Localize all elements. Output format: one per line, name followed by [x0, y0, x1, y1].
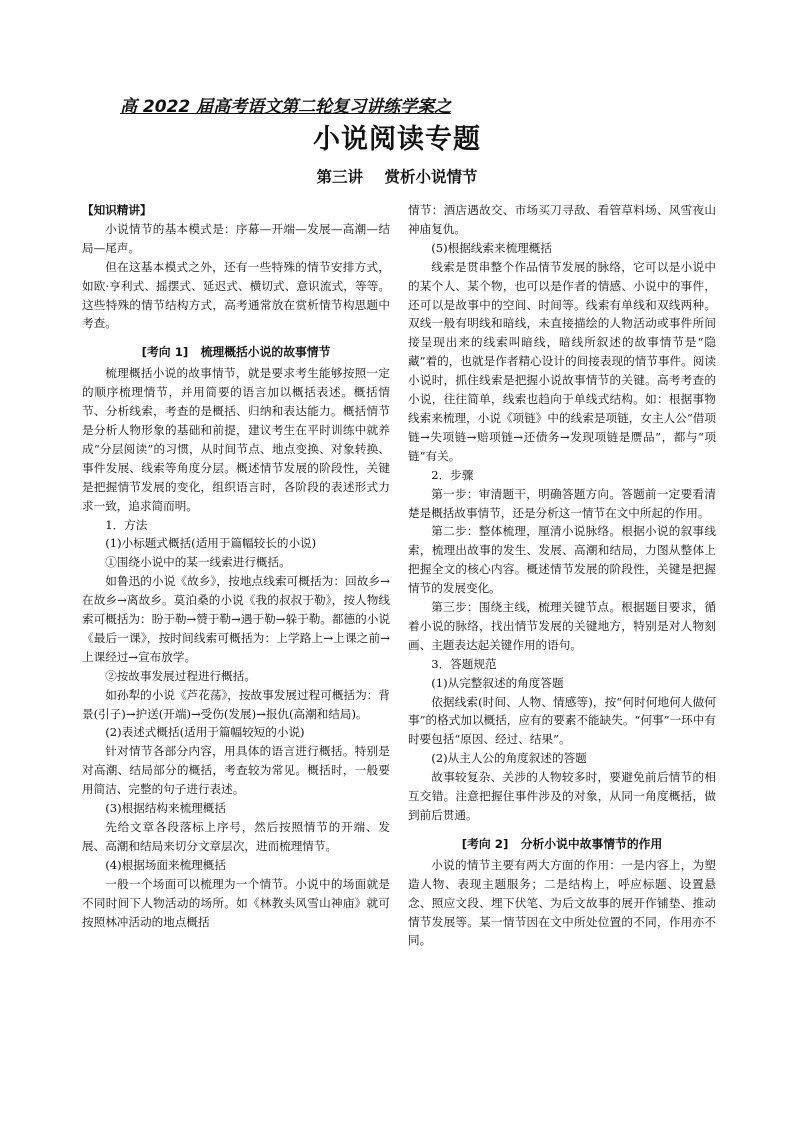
- paragraph: 一般一个场面可以梳理为一个情节。小说中的场面就是不同时间下人物活动的场所。如《林教头风雪山神庙》就可按照林冲活动的地点概括: [82, 876, 390, 929]
- method-item: (1)小标题式概括(适用于篇幅较长的小说): [105, 536, 317, 551]
- method-item: (2)表述式概括(适用于篇幅较短的小说): [105, 725, 305, 740]
- main-title: 小说阅读专题: [313, 124, 481, 155]
- lecture-title: 第三讲 赏析小说情节: [316, 167, 478, 186]
- paragraph: 梳理概括小说的故事情节，就是要求考生能够按照一定的顺序梳理情节，并用简要的语言加以概括表述。概括情节、分析线索，考查的是概括、归纳和表达能力。概括情节是分析人物形象的基础和前提，建议考生在平时训练中就养成“分层阅读”的习惯，从时间节点、地点变换、对象转换、事件发展、线索等角度分层。概述情节发展的阶段性，关键是把握情节发展的变化，组织语言时，各阶段的表述形式力求一致，追求简而明。: [82, 366, 390, 513]
- method-subitem: ①围绕小说中的某一线索进行概括。: [105, 555, 291, 570]
- paragraph: 但在这基本模式之外，还有一些特殊的情节安排方式，如欧·亨利式、摇摆式、延迟式、横切式、意识流式，等等。这些特殊的情节结构方式，高考通常放在赏析情节构思题中考查。: [82, 259, 390, 331]
- section-heading-kaoxiang-2: [考向 2] 分析小说中故事情节的作用: [461, 836, 663, 851]
- paragraph: 针对情节各部分内容，用具体的语言进行概括。特别是对高潮、结局部分的概括，考查较为常见。概括时，一般要用简洁、完整的句子进行表述。: [82, 744, 390, 797]
- method-item: (2)从主人公的角度叙述的答题: [431, 751, 587, 766]
- paragraph-continued: 情节：酒店遇故交、市场买刀寻敌、看管草料场、风雪夜山神庙复仇。: [408, 203, 716, 236]
- step-paragraph: 第二步：整体梳理，厘清小说脉络。根据小说的叙事线索，梳理出故事的发生、发展、高潮和结局，力图从整体上把握全文的核心内容。概述情节发展的阶段性，关键是把握情节的发展变化。: [408, 524, 716, 596]
- step-paragraph: 第一步：审清题干，明确答题方向。答题前一定要看清楚是概括故事情节，还是分析这一情节在文中所起的作用。: [408, 486, 716, 520]
- step-paragraph: 第三步：围绕主线，梳理关键节点。根据题目要求，循着小说的脉络，找出情节发展的关键地方，特别是对人物刻画、主题表达起关键作用的语句。: [408, 600, 716, 652]
- knowledge-heading: 【知识精讲】: [82, 203, 152, 217]
- paragraph: 先给文章各段落标上序号，然后按照情节的开端、发展、高潮和结局来切分文章层次，进而梳理情节。: [82, 820, 390, 853]
- right-column: [408, 201, 716, 950]
- method-heading: 1．方法: [105, 517, 148, 532]
- method-item: (5)根据线索来梳理概括: [431, 240, 552, 255]
- paragraph: 小说情节的基本模式是：序幕—开端—发展—高潮—结局—尾声。: [82, 221, 390, 255]
- section-heading-kaoxiang-1: [考向 1] 梳理概括小说的故事情节: [141, 345, 331, 360]
- series-title: 高 2022 届高考语文第二轮复习讲练学案之: [120, 97, 452, 117]
- paragraph: 依据线索(时间、人物、情感等)，按“何时何地何人做何事”的格式加以概括，应有的要素不能缺失。“何事”一环中有时要包括“原因、经过、结果”。: [408, 694, 716, 747]
- answer-norms-heading: 3．答题规范: [431, 656, 497, 671]
- paragraph: 小说的情节主要有两大方面的作用：一是内容上，为塑造人物、表现主题服务；二是结构上，呼应标题、设置悬念、照应文段、埋下伏笔、为后文故事的展开作铺垫、推动情节发展等。某一情节因在文中所处位置的不同，作用亦不同。: [408, 857, 716, 948]
- paragraph: 线索是贯串整个作品情节发展的脉络，它可以是小说中的某个人、某个物，也可以是作者的情感、小说中的事件，还可以是故事中的空间、时间等。线索有单线和双线两种。双线一般有明线和暗线，未直接描绘的人物活动或事件所间接呈现出来的线索叫暗线，暗线所叙述的故事情节是“隐藏”着的，也就是作者精心设计的间接表现的情节事件。阅读小说时，抓住线索是把握小说故事情节的关键。高考考查的小说，往往简单，线索也趋向于单线式结构。如：根据事物线索来梳理，小说《项链》中的线索是项链，女主人公“借项链→失项链→赔项链→还债务→发现项链是赝品”，都与“项链”有关。: [408, 259, 716, 463]
- paragraph: 故事较复杂、关涉的人物较多时，要避免前后情节的相互交错。注意把握住事件涉及的对象，从同一角度概括，做到前后贯通。: [408, 770, 716, 822]
- steps-heading: 2．步骤: [431, 467, 474, 482]
- method-item: (4)根据场面来梳理概括: [105, 857, 226, 872]
- left-column: [82, 201, 390, 931]
- method-item: (1)从完整叙述的角度答题: [431, 675, 564, 690]
- paragraph: 如孙犁的小说《芦花荡》，按故事发展过程可概括为：背景(引子)→护送(开端)→受伤(发展)→报仇(高潮和结局)。: [82, 687, 390, 721]
- method-item: (3)根据结构来梳理概括: [105, 801, 226, 816]
- paragraph: 如鲁迅的小说《故乡》，按地点线索可概括为：回故乡→在故乡→离故乡。莫泊桑的小说《我的叔叔于勒》，按人物线索可概括为：盼于勒→赞于勒→遇于勒→躲于勒。都德的小说《最后一课》，按时间线索可概括为：上学路上→上课之前→上课经过→宣布放学。: [82, 574, 390, 664]
- method-subitem: ②按故事发展过程进行概括。: [105, 668, 256, 683]
